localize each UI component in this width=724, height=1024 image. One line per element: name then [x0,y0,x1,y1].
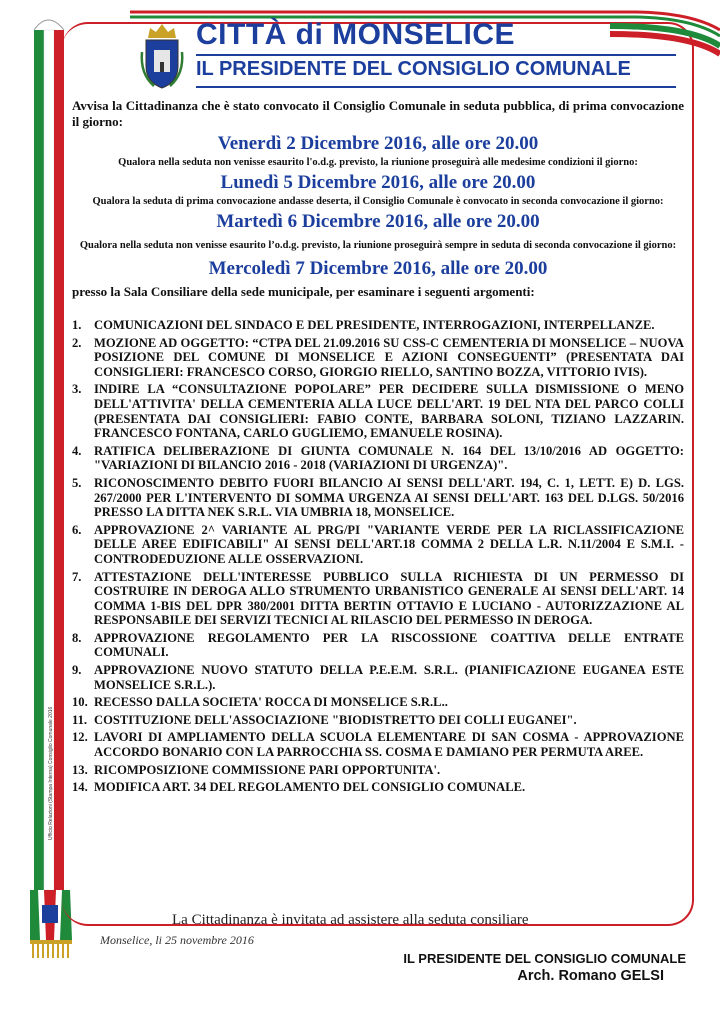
page-subtitle: IL PRESIDENTE DEL CONSIGLIO COMUNALE [196,58,631,80]
header-rule [196,86,676,88]
agenda-text: APPROVAZIONE REGOLAMENTO PER LA RISCOSSIONE COATTIVA DELLE ENTRATE COMUNALI. [94,630,684,660]
agenda-item [72,730,684,759]
agenda-text: MODIFICA ART. 34 DEL REGOLAMENTO DEL CONSIGLIO COMUNALE. [94,780,526,795]
meeting-place: presso la Sala Consiliare della sede municipale, per esaminare i seguenti argomenti: [72,284,535,299]
place-and-date: Monselice, li 25 novembre 2016 [100,933,254,947]
agenda-item [72,695,684,710]
agenda-text: COMUNICAZIONI DEL SINDACO E DEL PRESIDENTE, INTERROGAZIONI, INTERPELLANZE. [94,318,655,332]
header-rule [196,54,676,56]
session-note-3: Qualora nella seduta non venisse esaurito l’o.d.g. previsto, la riunione proseguirà sempre in seduta di seconda convocazione il giorno: [79,240,677,251]
agenda-text: RATIFICA DELIBERAZIONE DI GIUNTA COMUNALE N. 164 DEL 13/10/2016 AD OGGETTO: "VARIAZIONI DI BILANCIO 2016 - 2018 (VARIAZIONI DI URGENZA)". [94,443,684,473]
agenda-text: MOZIONE AD OGGETTO: “CTPA DEL 21.09.2016 SU CSS-C CEMENTERIA DI MONSELICE – NUOVA POSIZIONE DEL COMUNE DI MONSELICE E AZIONI CONSEGUENTI” (PRESENTATA DAI CONSIGLIERI: FRANCESCO CORSO, GIORGIO RIELLO, SANTINO BOZZA, VITTORIO IVIS). [94,335,684,379]
agenda-text: RICOMPOSIZIONE COMMISSIONE PARI OPPORTUNITA'. [94,762,441,777]
agenda-number: 11. [72,712,88,727]
invitation-text: La Cittadinanza è invitata ad assistere alla seduta consiliare [172,912,529,928]
agenda-text: ATTESTAZIONE DELL'INTERESSE PUBBLICO SULLA RICHIESTA DI UN PERMESSO DI COSTRUIRE IN DEROGA ALLO STRUMENTO URBANISTICO GENERALE AI SENSI DELL'ART. 14 COMMA 1-BIS DEL DPR 380/2001 DITTA BERTIN OTTAVIO E LUCIANO - AUTORIZZAZIONE AL RESPONSABILE DEI SERVIZI TECNICI AL RILASCIO DEL PERMESSO IN DEROGA. [94,569,684,628]
agenda-text: RICONOSCIMENTO DEBITO FUORI BILANCIO AI SENSI DELL'ART. 194, C. 1, LETT. E) D. LGS. 267/2000 PER L'INTERVENTO DI SOMMA URGENZA AI SENSI DELL'ART. 163 DEL D.LGS. 50/2016 PRESSO LA DITTA NEK S.R.L. VIA UMBRIA 18, MONSELICE. [94,475,684,520]
agenda-item [72,663,684,692]
agenda-item [72,631,684,660]
agenda-text: COSTITUZIONE DELL'ASSOCIAZIONE "BIODISTRETTO DEI COLLI EUGANEI". [94,712,577,727]
session-date-4: Mercoledì 7 Dicembre 2016, alle ore 20.00 [208,258,548,279]
agenda-item [72,476,684,520]
agenda-item [72,523,684,567]
intro-text: Avvisa la Cittadinanza che è stato convocato il Consiglio Comunale in seduta pubblica, di prima convocazione il giorno: [72,98,684,129]
agenda-number: 4. [72,443,82,458]
agenda-number: 6. [72,522,82,537]
signature-title: IL PRESIDENTE DEL CONSIGLIO COMUNALE [403,951,686,966]
agenda-text: RECESSO DALLA SOCIETA' ROCCA DI MONSELICE S.R.L.. [94,695,448,710]
agenda-item [72,570,684,628]
session-date-1: Venerdì 2 Dicembre 2016, alle ore 20.00 [217,133,539,154]
agenda-list [72,318,684,795]
agenda-number: 8. [72,630,82,645]
agenda-number: 13. [72,762,88,777]
agenda-item [72,444,684,473]
printer-imprint: Ufficio Relazioni (Stampa Interna) Consiglio Comunale 2016 [48,706,54,840]
city-crest-icon [138,22,186,92]
agenda-number: 7. [72,569,82,584]
page-title: CITTÀ di MONSELICE [196,18,515,51]
agenda-item [72,780,684,795]
agenda-text: INDIRE LA “CONSULTAZIONE POPOLARE” PER DECIDERE SULLA DISMISSIONE O MENO DELL'ATTIVITA' DELLA CEMENTERIA ALLA LUCE DELL'ART. 19 DEL NTA DEL PARCO COLLI (PRESENTATA DAI CONSIGLIERI: FABIO CONTE, BARBARA SOLONI, TIZIANO LAZZARIN. FRANCESCO FONTANA, CARLO GUGLIEMO, EMANUELE ROSINA). [94,382,684,441]
agenda-number: 14. [72,780,88,795]
agenda-number: 5. [72,475,82,490]
session-date-3: Martedì 6 Dicembre 2016, alle ore 20.00 [216,211,540,232]
agenda-item [72,336,684,380]
agenda-number: 3. [72,382,82,397]
agenda-number: 1. [72,318,82,332]
agenda-item [72,763,684,778]
agenda-text: APPROVAZIONE NUOVO STATUTO DELLA P.E.E.M. S.R.L. (PIANIFICAZIONE EUGANEA ESTE MONSELICE S.R.L.). [94,663,684,692]
agenda-number: 10. [72,695,88,710]
session-note-2: Qualora la seduta di prima convocazione andasse deserta, il Consiglio Comunale è convocato in seconda convocazione il giorno: [92,196,664,207]
session-note-1: Qualora nella seduta non venisse esaurito l'o.d.g. previsto, la riunione proseguirà alle medesime condizioni il giorno: [118,157,638,168]
agenda-text: LAVORI DI AMPLIAMENTO DELLA SCUOLA ELEMENTARE DI SAN COSMA - APPROVAZIONE ACCORDO BONARIO CON LA PARROCCHIA SS. COSMA E DAMIANO PER PERMUTA AREE. [94,730,684,760]
agenda-text: APPROVAZIONE 2^ VARIANTE AL PRG/PI "VARIANTE VERDE PER LA RICLASSIFICAZIONE DELLE AREE EDIFICABILI" AI SENSI DELL'ART.18 COMMA 2 DELLA L.R. N.11/2004 E S.M.I. - CONTRODEDUZIONE ALLE OSSERVAZIONI. [94,522,684,566]
session-date-2: Lunedì 5 Dicembre 2016, alle ore 20.00 [220,172,536,193]
agenda-number: 12. [72,730,88,745]
notice-body [72,98,684,798]
agenda-item [72,713,684,728]
signature-name: Arch. Romano GELSI [517,968,664,984]
agenda-number: 9. [72,663,82,678]
agenda-item [72,382,684,440]
agenda-item [72,318,684,333]
agenda-number: 2. [72,335,82,350]
